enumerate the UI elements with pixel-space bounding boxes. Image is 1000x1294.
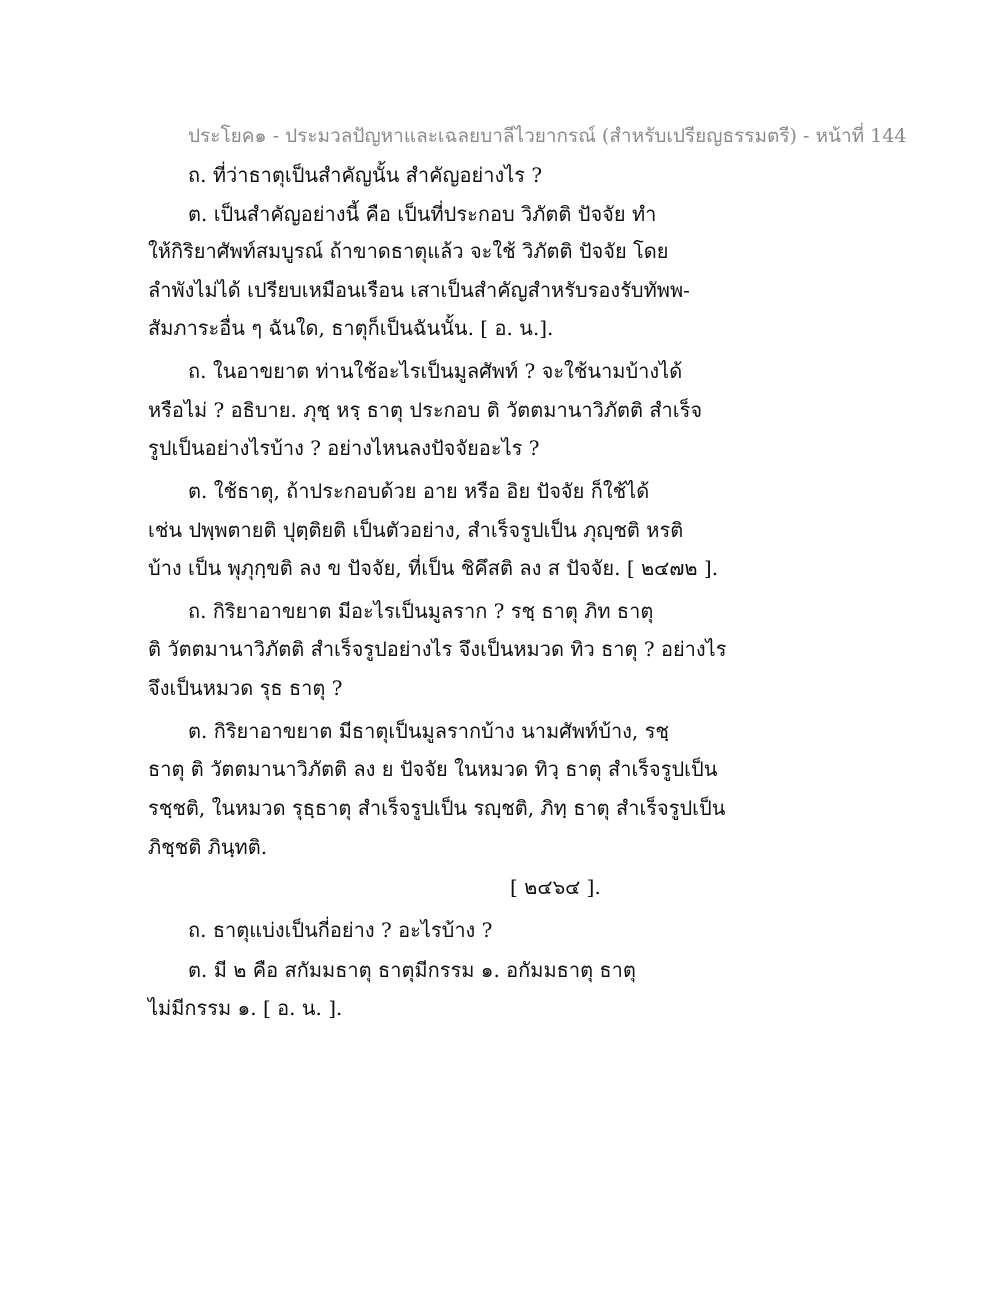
answer-3-line-2: ธาตุ ติ วัตตมานาวิภัตติ ลง ย ปัจจัย ในหมวด ทิวฺ ธาตุ สำเร็จรูปเป็น xyxy=(148,757,718,781)
answer-2-line-3: บ้าง เป็น พุภุกฺขติ ลง ข ปัจจัย, ที่เป็น ชิคึสติ ลง ส ปัจจัย. [ ๒๔๗๒ ]. xyxy=(148,556,719,580)
answer-1-line-3: ลำพังไม่ได้ เปรียบเหมือนเรือน เสาเป็นสำคัญสำหรับรองรับทัพพ- xyxy=(148,278,690,302)
question-4: ถ. ธาตุแบ่งเป็นกี่อย่าง ? อะไรบ้าง ? xyxy=(188,918,493,942)
answer-2-line-2: เช่น ปพฺพตายติ ปุตฺติยติ เป็นตัวอย่าง, สำเร็จรูปเป็น ภุญฺชติ หรติ xyxy=(148,518,684,542)
question-2-line-3: รูปเป็นอย่างไรบ้าง ? อย่างไหนลงปัจจัยอะไร ? xyxy=(148,436,540,460)
answer-4-line-2: ไม่มีกรรม ๑. [ อ. น. ]. xyxy=(148,996,343,1020)
page-header: ประโยค๑ - ประมวลปัญหาและเฉลยบาลีไวยากรณ์ (สำหรับเปรียญธรรมตรี) - หน้าที่ 144 xyxy=(188,125,907,147)
answer-3-line-4: ภิชฺชติ ภินฺทติ. xyxy=(148,835,268,859)
answer-3-line-1: ต. กิริยาอาขยาต มีธาตุเป็นมูลรากบ้าง นามศัพท์บ้าง, รชฺ xyxy=(188,719,669,743)
question-3-line-3: จึงเป็นหมวด รุธ ธาตุ ? xyxy=(148,676,343,700)
question-3-line-2: ติ วัตตมานาวิภัตติ สำเร็จรูปอย่างไร จึงเป็นหมวด ทิว ธาตุ ? อย่างไร xyxy=(148,637,727,661)
question-3-line-1: ถ. กิริยาอาขยาต มีอะไรเป็นมูลราก ? รชฺ ธาตุ ภิท ธาตุ xyxy=(188,599,654,623)
answer-2-line-1: ต. ใช้ธาตุ, ถ้าประกอบด้วย อาย หรือ อิย ปัจจัย ก็ใช้ได้ xyxy=(188,479,650,503)
answer-1-line-2: ให้กิริยาศัพท์สมบูรณ์ ถ้าขาดธาตุแล้ว จะใช้ วิภัตติ ปัจจัย โดย xyxy=(148,239,669,263)
answer-3-reference: [ ๒๔๖๔ ]. xyxy=(510,875,601,899)
answer-1-line-4: สัมภาระอื่น ๆ ฉันใด, ธาตุก็เป็นฉันนั้น. [ อ. น.]. xyxy=(148,316,554,340)
question-2-line-1: ถ. ในอาขยาต ท่านใช้อะไรเป็นมูลศัพท์ ? จะใช้นามบ้างได้ xyxy=(188,359,683,383)
question-1: ถ. ที่ว่าธาตุเป็นสำคัญนั้น สำคัญอย่างไร ? xyxy=(188,163,543,187)
answer-1-line-1: ต. เป็นสำคัญอย่างนี้ คือ เป็นที่ประกอบ วิภัตติ ปัจจัย ทำ xyxy=(188,202,657,226)
question-2-line-2: หรือไม่ ? อธิบาย. ภุชฺ หรฺ ธาตุ ประกอบ ติ วัตตมานาวิภัตติ สำเร็จ xyxy=(148,398,703,422)
answer-4-line-1: ต. มี ๒ คือ สกัมมธาตุ ธาตุมีกรรม ๑. อกัมมธาตุ ธาตุ xyxy=(188,958,636,982)
answer-3-line-3: รชฺชติ, ในหมวด รุธฺธาตุ สำเร็จรูปเป็น รญฺชติ, ภิทฺ ธาตุ สำเร็จรูปเป็น xyxy=(148,796,726,820)
